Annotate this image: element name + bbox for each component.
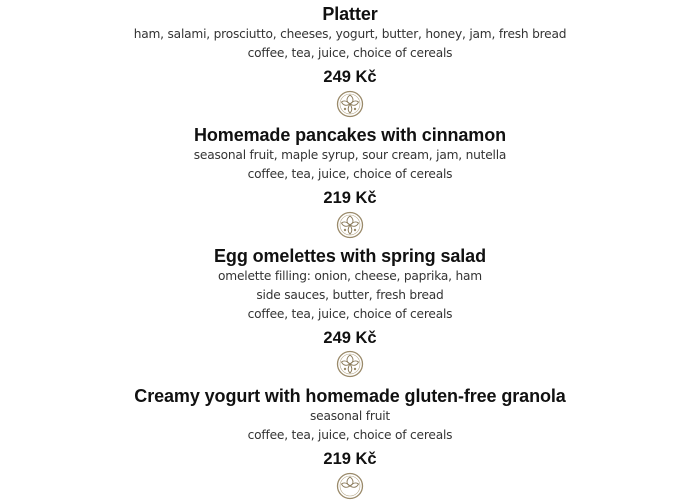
dish-price: 219 Kč: [323, 450, 377, 468]
menu-item-platter: [0, 3, 700, 88]
menu-item-yogurt-granola: [0, 385, 700, 470]
dish-title: Egg omelettes with spring salad: [214, 246, 486, 266]
dish-description: ham, salami, prosciutto, cheeses, yogurt, butter, honey, jam, fresh bread: [133, 27, 567, 41]
dish-title: Platter: [322, 4, 378, 24]
floral-ornament-icon: [335, 210, 365, 240]
dish-description: seasonal fruit: [310, 409, 390, 423]
dish-title: Homemade pancakes with cinnamon: [194, 125, 506, 145]
dish-price: 249 Kč: [323, 329, 377, 347]
dish-description: coffee, tea, juice, choice of cereals: [247, 428, 453, 442]
dish-price: 249 Kč: [323, 68, 377, 86]
dish-description: seasonal fruit, maple syrup, sour cream, jam, nutella: [193, 148, 507, 162]
menu-item-omelettes: [0, 245, 700, 349]
dish-description: side sauces, butter, fresh bread: [256, 288, 444, 302]
floral-ornament-icon: [335, 89, 365, 119]
dish-price: 219 Kč: [323, 189, 377, 207]
dish-title: Creamy yogurt with homemade gluten-free granola: [134, 386, 566, 406]
dish-description: coffee, tea, juice, choice of cereals: [247, 46, 453, 60]
dish-description: coffee, tea, juice, choice of cereals: [247, 167, 453, 181]
menu-item-pancakes: [0, 124, 700, 209]
floral-ornament-icon: [335, 349, 365, 379]
dish-description: omelette filling: onion, cheese, paprika, ham: [218, 269, 482, 283]
dish-description: coffee, tea, juice, choice of cereals: [247, 307, 453, 321]
floral-ornament-icon: [335, 471, 365, 501]
